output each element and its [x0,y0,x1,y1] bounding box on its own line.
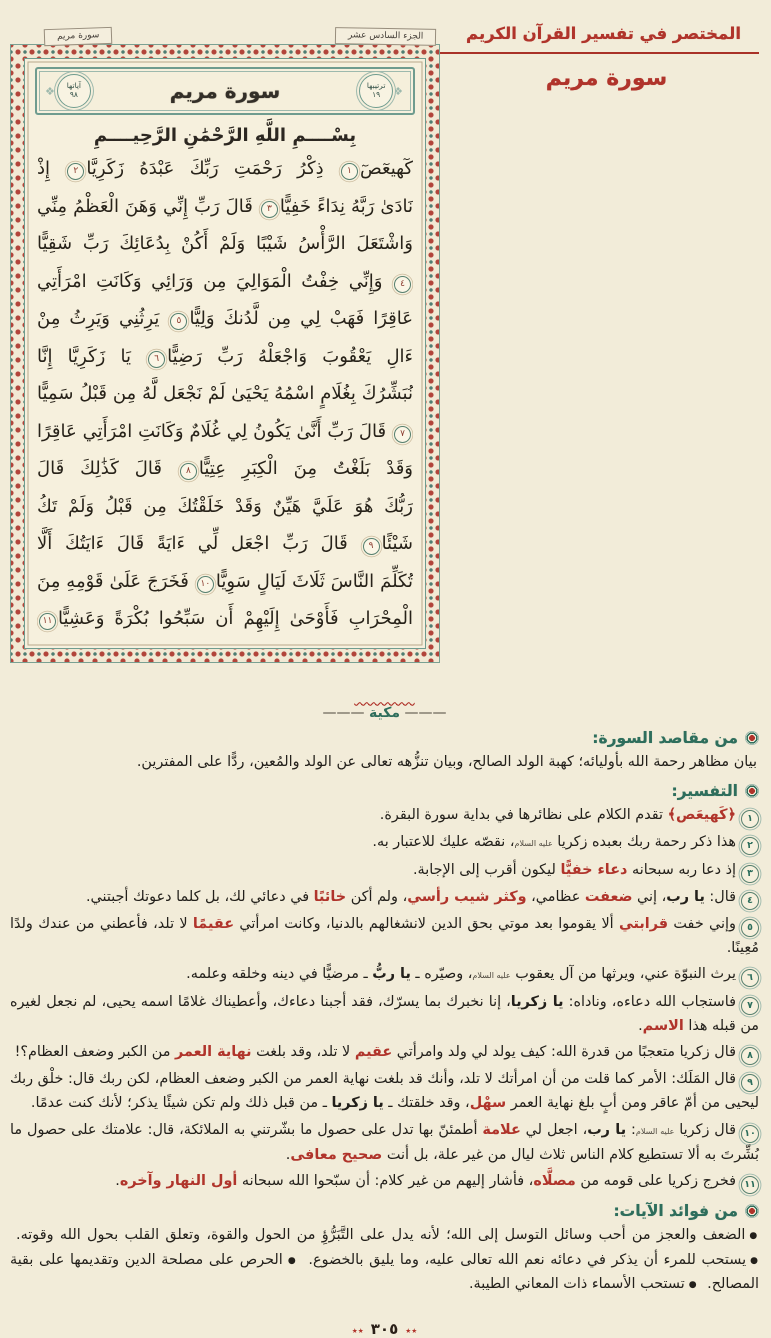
surah-title: سورة مريم [545,66,668,91]
rosette-icon [745,1204,759,1218]
highlight-red-text: وكثر شيب رأسي [407,888,527,905]
tafsir-text: هذا ذكر رحمة ربك بعبده زكريا [552,834,736,851]
quran-line: ءَالِ يَعْقُوبَ وَاجْعَلْهُ رَبِّ رَضِيًّا٦ يَا زَكَرِيَّا إِنَّا [37,345,413,367]
tafsir-item-number: ١١ [741,1176,759,1194]
surah-type-label: ——— مكية ——— [10,705,759,721]
tafsir-item [10,804,759,828]
quran-line: كٓهيعٓصٓ١ ذِكْرُ رَحْمَتِ رَبِّكَ عَبْدَهُ زَكَرِيَّا٢ إِذْ [37,158,413,179]
highlight-red-text: علامة [482,1122,521,1139]
tafsir-text: ـ مرضيًّا في دينه وخلقه وعلمه. [186,966,373,983]
maqasid-heading-row [10,729,759,747]
tafsir-text: وإني خفت [668,915,736,932]
fawaid-heading-row [10,1202,759,1220]
mushaf-corner-label-surah: سورة مريم [44,27,113,46]
quran-line: الْمِحْرَابِ فَأَوْحَىٰ إِلَيْهِمْ أَن سَبِّحُوا بُكْرَةً وَعَشِيًّا١١ [37,600,413,638]
mushaf-page [10,32,440,663]
tafsir-item [10,886,759,910]
verse-number-roundel: ٨ [180,463,197,480]
tafsir-text: يرث النبوّة عني، ويرثها من آل يعقوب [510,966,736,983]
tafsir-item [10,859,759,883]
quran-line: رَبُّكَ هُوَ عَلَيَّ هَيِّنٌ وَقَدْ خَلَقْتُكَ مِن قَبْلُ وَلَمْ تَكُ [37,495,413,517]
tafsir-text: قال زكريا متعجبًا من قدرة الله: كيف يولد لي ولد وامرأتي [392,1044,736,1061]
tafsir-text: ، إني [632,888,667,905]
tafsir-text: ، ولم أكن [346,888,408,905]
tafsir-item-number: ١ [741,810,759,828]
verse-number-roundel: ١١ [39,613,56,630]
surah-order-medallion [359,74,393,108]
tafsir-text: لا تلد، وقد بلغت [251,1044,355,1061]
highlight-red-text: عقيم [354,1044,393,1061]
highlight-red-text: صحيح معافى [290,1146,383,1163]
tafsir-text: يا رب [587,1122,627,1139]
verse-number-roundel: ١٠ [197,576,214,593]
highlight-red-text: سهْل [469,1095,507,1112]
tafsir-item-number: ٦ [741,969,759,987]
quran-line: تُكَلِّمَ النَّاسَ ثَلَاثَ لَيَالٍ سَوِيًّا١٠ فَخَرَجَ عَلَىٰ قَوْمِهِ مِنَ [37,570,413,592]
tafsir-text: عظامي، [526,888,585,905]
tafsir-text: فخرج زكريا على قومه من [575,1173,736,1190]
tafsir-text: يا زكريا [331,1095,384,1112]
bullet-dot-icon: ● [750,1255,759,1266]
tafsir-heading-row [10,782,759,800]
tafsir-text: إذ دعا ربه سبحانه [627,861,736,878]
tafsir-text: قال زكريا [674,1122,737,1139]
highlight-red-text: مصلَّاه [533,1173,576,1190]
tafsir-item-number: ٢ [741,837,759,855]
tafsir-text: : [626,1122,636,1139]
verse-number-roundel: ٧ [394,426,411,443]
tafsir-text: فاستجاب الله دعاءه، وناداه: [563,993,737,1010]
verse-number-roundel: ٦ [148,351,165,368]
quran-line: شَيْئًا٩ قَالَ رَبِّ اجْعَل لِّي ءَايَةً قَالَ ءَايَتُكَ أَلَّا [37,533,413,554]
band-ornament-icon: ❖ [393,84,405,98]
tafsir-text: . [285,1146,291,1163]
page-number-ornament-icon: ٭٭ [351,1324,364,1338]
tafsir-text: أطمئنّ بها تدل على حصول ما بشّرتني به الملائكة، قال: علامتك على حصول ما بُشِّرتَ به ألا تستطيع كلام الناس ثلاث ليال من غير علة، بل أنت [10,1122,759,1163]
bullet-dot-icon: ● [749,1231,759,1242]
fawaid-point: الضعف والعجز من أحب وسائل التوسل إلى الله؛ لأنه يدل على التَّبَرُّؤِ من الحول والقوة، وتعلق القلب بحول الله وقوته. [16,1227,746,1244]
quran-line: وَاشْتَعَلَ الرَّأْسُ شَيْبًا وَلَمْ أَكُنْ بِدُعَائِكَ رَبِّ شَقِيًّا [37,233,413,254]
mushaf-corner-label-juz: الجزء السادس عشر [335,27,437,46]
quran-line: ٧ قَالَ رَبِّ أَنَّىٰ يَكُونُ لِي غُلَامٌ وَكَانَتِ امْرَأَتِي عَاقِرًا [37,413,413,451]
tafsir-heading: التفسير: [671,782,738,801]
tafsir-text: عليه السلام [514,839,553,849]
quran-line: وَقَدْ بَلَغْتُ مِنَ الْكِبَرِ عِتِيًّا٨ قَالَ كَذَٰلِكَ قَالَ [37,458,413,479]
page-number: ٣٠٥ [370,1320,399,1338]
tafsir-text: ، نقصّه عليك للاعتبار به. [372,834,515,851]
surah-ayat-count-medallion [57,74,91,108]
tafsir-item-number: ٣ [741,865,759,883]
highlight-red-text: الاسم [642,1017,684,1034]
quran-line: ٤ وَإِنِّي خِفْتُ الْمَوَالِيَ مِن وَرَائِي وَكَانَتِ امْرَأَتِي [37,263,413,301]
tafsir-text: ، فأشار إليهم من غير كلام: أن سبّحوا الله سبحانه [237,1173,534,1190]
tafsir-text: يا رب [666,888,705,905]
tafsir-text: تقدم الكلام على نظائرها في بداية سورة البقرة. [379,807,668,824]
maqasid-heading: من مقاصد السورة: [592,728,738,747]
tafsir-text: ، وصيّره ـ [410,966,473,983]
tafsir-text: قال المَلَك: الأمر كما قلت من أن امرأتك لا تلد، وأنك قد بلغت نهاية العمر من الكبر وضعف العظام، لكن ربك قال: خلْق ربك ليحيى من أمّ عاقر ومن أبٍ بلغ نهاية العمر [10,1071,759,1112]
book-title-logo: المختصر في تفسير القرآن الكريم [10,14,759,54]
tafsir-text: في دعائي لك، بل كلما دعوتك أجبتني. [85,888,314,905]
quran-line: نَادَىٰ رَبَّهُ نِدَاءً خَفِيًّا٣ قَالَ رَبِّ إِنِّي وَهَنَ الْعَظْمُ مِنِّي [37,195,413,217]
verse-number-roundel: ١ [341,163,358,180]
tafsir-item-number: ٨ [741,1047,759,1065]
page-number-ornament-icon: ٭٭ [405,1324,418,1338]
medallion-label: آياتها [66,81,82,91]
tafsir-item [10,1041,759,1065]
fawaid-body [10,1224,759,1298]
page-number-row [10,1320,759,1338]
tafsir-item [10,991,759,1039]
quran-lines [35,150,415,638]
tafsir-item-number: ١٠ [741,1125,759,1143]
highlight-red-text: عقيمًا [192,915,235,932]
highlight-red-text: قرابتي [618,915,669,932]
tafsir-text: ، اجعل لي [520,1122,588,1139]
mushaf-inner-frame [24,58,426,649]
tafsir-item [10,1119,759,1167]
mushaf-ornamental-border [10,44,440,663]
tafsir-text: . [115,1173,120,1190]
highlight-red-text: أول النهار وآخره [119,1173,238,1190]
rosette-icon [745,784,759,798]
tafsir-text: قال: [704,888,736,905]
surah-band-title: سورة مريم [169,79,281,103]
tafsir-text: ليكون أقرب إلى الإجابة. [412,861,561,878]
tafsir-item [10,831,759,856]
highlight-red-text: ﴿كَهيعَص﴾ [667,807,736,824]
tafsir-text: ، إنا نخبرك بما يسرّك، فقد أجبنا دعاءك، وأعطيناك غلامًا اسمه يحيى، لم نجعل لغيره من قبله هذا [10,993,759,1034]
verse-number-roundel: ٤ [394,276,411,293]
bullet-dot-icon: ● [286,1255,297,1266]
highlight-red-text: دعاء خفيًّا [560,861,628,878]
tafsir-text: . [638,1017,643,1034]
maqasid-body: بيان مظاهر رحمة الله بأوليائه؛ كهبة الولد الصالح، وبيان تنزُّهه تعالى عن الولد والمُعين، ردًّا على المفترين. [136,753,757,770]
tafsir-item [10,1170,759,1194]
fawaid-point: تستحب الأسماء ذات المعاني الطيبة. [468,1276,685,1293]
bullet-dot-icon: ● [688,1280,697,1291]
highlight-red-text: ضعفت [584,888,633,905]
tafsir-text: عليه السلام [635,1127,675,1137]
tafsir-text: يا زكريا [510,993,564,1010]
tafsir-text: من الكبر وضعف العظام؟! [14,1044,176,1061]
tafsir-item-number: ٩ [741,1074,759,1092]
basmala: بِسْــــمِ اللَّهِ الرَّحْمَٰنِ الرَّحِيــــمِ [93,125,357,146]
tafsir-item-number: ٥ [741,919,759,937]
fawaid-point: الحرص على مصلحة الدين وتقديمها على بقية المصالح. [10,1251,759,1293]
fawaid-point: يستحب للمرء أن يذكر في دعائه نعم الله تعالى عليه، وما يليق بالخضوع. [302,1251,747,1268]
tafsir-text: لا تلد، فأعطني من عندك ولدًا مُعِينًا. [10,915,759,956]
band-ornament-icon: ❖ [45,84,57,98]
tafsir-text: عليه السلام [472,971,511,981]
rosette-icon [745,731,759,745]
tafsir-text: ألا يقوموا بعد موتي بحق الدين لانشغالهم بالدنيا، وكانت امرأتي [234,915,619,932]
medallion-value: ١٩ [372,90,381,99]
highlight-red-text: نهاية العمر [175,1044,252,1061]
tafsir-item [10,913,759,961]
verse-number-roundel: ٣ [261,201,278,218]
quran-line: نُبَشِّرُكَ بِغُلَامٍ اسْمُهُ يَحْيَىٰ لَمْ نَجْعَل لَّهُ مِن قَبْلُ سَمِيًّا [37,383,413,404]
verse-number-roundel: ٩ [363,538,380,555]
tafsir-text: يا ربُّ [372,966,411,983]
tafsir-item-number: ٧ [741,997,759,1015]
quran-line: عَاقِرًا فَهَبْ لِي مِن لَّدُنكَ وَلِيًّا٥ يَرِثُنِي وَيَرِثُ مِنْ [37,308,413,329]
verse-number-roundel: ٥ [170,313,187,330]
medallion-label: ترتيبها [366,81,386,91]
tafsir-text: ـ من قبل ذلك ولم تكن شيئًا يذكر؛ لأنك كنت عدمًا. [30,1095,332,1112]
tafsir-text: ، وقد خلقتك ـ [383,1095,470,1112]
medallion-value: ٩٨ [69,90,78,99]
tafsir-item-number: ٤ [741,892,759,910]
surah-header-band [35,67,415,115]
fawaid-heading: من فوائد الآيات: [613,1202,738,1221]
tafsir-item [10,1068,759,1116]
verse-number-roundel: ٢ [67,163,84,180]
highlight-red-text: خائبًا [313,888,347,905]
tafsir-item [10,963,759,988]
